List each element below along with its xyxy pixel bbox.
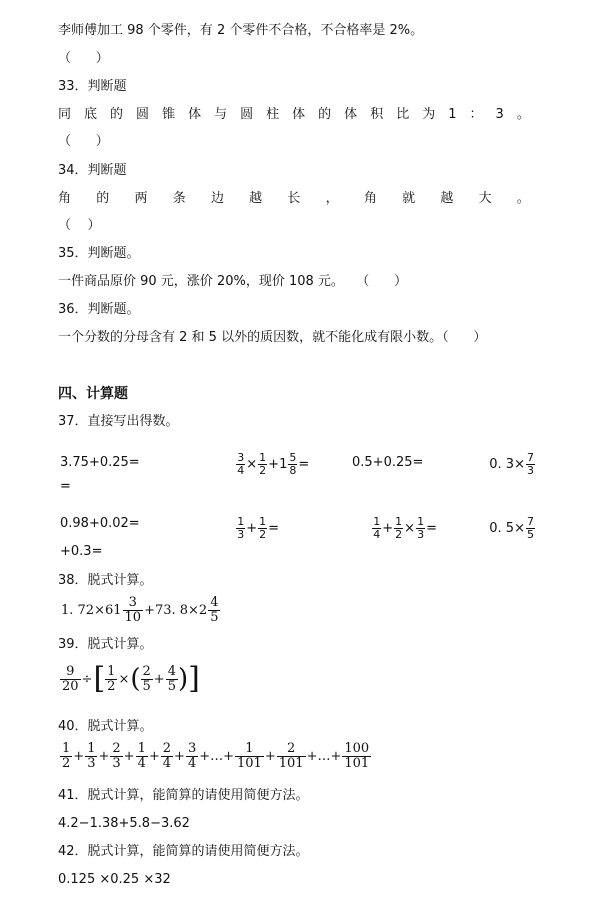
statement-char: 柱: [266, 107, 280, 122]
statement-char: 长: [287, 191, 301, 206]
q39-expression: $\frac{9}{20}$ ÷[ $\frac{1}{2}$ ×( $\frac{2}{5}$ + $\frac{4}{5}$ )]: [62, 661, 200, 696]
statement-char: 与: [214, 107, 228, 122]
statement-char: 。: [516, 107, 530, 122]
statement-char: 比: [396, 107, 410, 122]
statement-char: 条: [172, 191, 186, 206]
q35-text: 一件商品原价 90 元，涨价 20%，现价 108 元。 （ ）: [58, 274, 408, 289]
q36-title: 36．判断题。: [58, 302, 140, 317]
statement-char: 底: [84, 107, 98, 122]
statement-char: 体: [188, 107, 202, 122]
statement-char: 的: [318, 107, 332, 122]
q41-title: 41．脱式计算，能简算的请使用简便方法。: [58, 788, 309, 803]
q34-title: 34．判断题: [58, 163, 127, 178]
fraction: $\frac{1}{101}$: [237, 741, 262, 771]
q34-answer-paren: （ ）: [58, 218, 101, 233]
section-4-title: 四、计算题: [58, 386, 128, 402]
q37-item-7: $\frac{1}{4}$ + $\frac{1}{2}$ × $\frac{1}{3}$ =: [373, 515, 437, 541]
q36-text: 一个分数的分母含有 2 和 5 以外的质因数，就不能化成有限小数。（ ）: [58, 330, 487, 345]
statement-char: 3: [495, 107, 504, 122]
q33-answer-paren: （ ）: [58, 134, 109, 149]
operator: +…+: [306, 749, 342, 764]
q32-answer-paren: （ ）: [58, 51, 109, 66]
operator: +…+: [199, 749, 235, 764]
q39-title: 39．脱式计算。: [58, 637, 153, 652]
statement-char: ：: [469, 107, 483, 122]
statement-char: 的: [110, 107, 124, 122]
fraction: $\frac{100}{101}$: [344, 741, 370, 771]
q37-item-1: 3.75+0.25=: [60, 455, 140, 470]
q37-item-8: 0. 5× $\frac{7}{5}$: [489, 515, 534, 541]
operator: +: [73, 749, 85, 764]
statement-char: 越: [249, 191, 263, 206]
q41-expression: 4.2−1.38+5.8−3.62: [58, 816, 190, 831]
statement-char: 角: [363, 191, 377, 206]
statement-char: 体: [344, 107, 358, 122]
q32-text: 李师傅加工 98 个零件，有 2 个零件不合格，不合格率是 2%。: [58, 23, 424, 38]
fraction: $\frac{2}{101}$: [278, 741, 304, 771]
q37-title: 37．直接写出得数。: [58, 414, 179, 429]
q38-title: 38．脱式计算。: [58, 573, 153, 588]
statement-char: 大: [478, 191, 492, 206]
statement-char: 。: [516, 191, 530, 206]
q33-statement: [58, 106, 530, 124]
q37-item-5: 0.98+0.02=: [60, 516, 140, 531]
q37-item-3: 0.5+0.25=: [352, 455, 424, 470]
q42-title: 42．脱式计算，能简算的请使用简便方法。: [58, 844, 309, 859]
q34-statement: [58, 190, 530, 208]
operator: +: [264, 749, 276, 764]
statement-char: 角: [58, 191, 72, 206]
statement-char: 就: [402, 191, 416, 206]
q37-item-5-wrap: +0.3=: [60, 544, 103, 559]
fraction: $\frac{2}{4}$: [162, 741, 172, 771]
q37-item-2: $\frac{3}{4}$ × $\frac{1}{2}$ +1 $\frac{5}{8}$ =: [237, 451, 310, 477]
q35-title: 35．判断题。: [58, 246, 140, 261]
operator: +: [98, 749, 110, 764]
statement-char: 为: [422, 107, 436, 122]
statement-char: 圆: [240, 107, 254, 122]
q38-expression: 1. 72×61 $\frac{3}{10}$ +73. 8×2 $\frac{4}{5}$: [61, 595, 219, 625]
statement-char: 的: [96, 191, 110, 206]
operator: +: [148, 749, 160, 764]
q42-expression: 0.125 ×0.25 ×32: [58, 872, 171, 887]
statement-char: 1: [448, 107, 457, 122]
statement-char: 圆: [136, 107, 150, 122]
statement-char: 锥: [162, 107, 176, 122]
q37-item-6: $\frac{1}{3}$ + $\frac{1}{2}$ =: [237, 515, 280, 541]
statement-char: 边: [210, 191, 224, 206]
statement-char: 积: [370, 107, 384, 122]
fraction: $\frac{2}{3}$: [112, 741, 121, 771]
q40-expression: [60, 742, 371, 771]
statement-char: 两: [134, 191, 148, 206]
fraction: $\frac{1}{2}$: [62, 741, 71, 771]
q37-item-4: 0. 3× $\frac{7}{3}$: [489, 451, 534, 477]
q37-item-1-wrap: =: [60, 479, 71, 494]
fraction: $\frac{3}{4}$: [187, 741, 197, 771]
fraction: $\frac{1}{3}$: [87, 741, 96, 771]
fraction: $\frac{1}{4}$: [137, 741, 146, 771]
statement-char: 体: [292, 107, 306, 122]
statement-char: 越: [440, 191, 454, 206]
q33-title: 33．判断题: [58, 79, 127, 94]
operator: +: [123, 749, 135, 764]
statement-char: ，: [325, 191, 339, 206]
operator: +: [174, 749, 185, 764]
q40-title: 40．脱式计算。: [58, 719, 153, 734]
statement-char: 同: [58, 107, 72, 122]
